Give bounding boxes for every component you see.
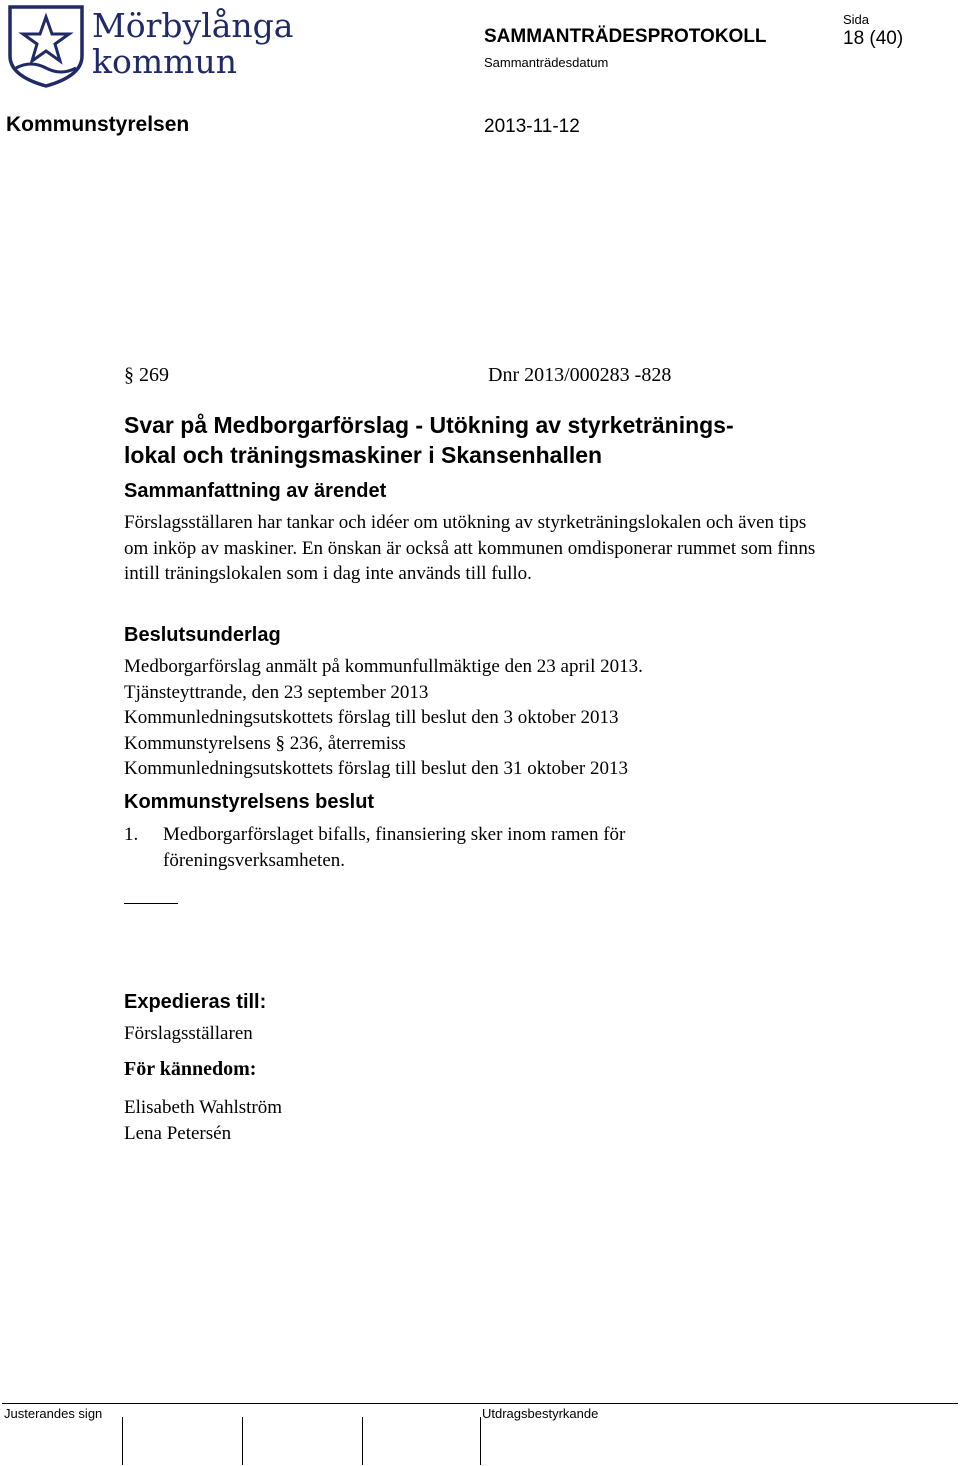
municipality-logo [6,4,294,90]
meeting-date-label: Sammanträdesdatum [484,55,609,70]
sent-to-recipient: Förslagsställaren [124,1023,253,1044]
decision-heading: Kommunstyrelsens beslut [124,791,375,813]
summary-text: Förslagsställaren har tankar och idéer om utökning av styrketräningslokalen och även tips om inköp av maskiner. En önskan är också att kommunen omdisponerar rummet som finns intill träningslokalen som i dag inte används till fullo. [124,512,816,584]
page-number: 18 (40) [843,28,904,49]
paragraph-number-value: 269 [139,364,169,386]
title-line-2: lokal och träningsmaskiner i Skansenhallen [124,442,603,468]
summary-heading: Sammanfattning av ärendet [124,480,387,502]
footer-rule [2,1403,958,1404]
list-item [124,731,643,757]
list-item: Tjänsteyttrande, den 23 september 2013 [124,681,429,703]
logo-wordmark [92,8,293,80]
document-type: SAMMANTRÄDESPROTOKOLL [484,26,767,47]
signature-box-divider [122,1417,123,1465]
list-item-part: Kommunstyrelsens [124,732,271,754]
section-sign-icon: § [124,364,134,386]
board-name: Kommunstyrelsen [6,113,190,136]
list-item: Medborgarförslag anmält på kommunfullmäktige den 23 april 2013. [124,656,643,677]
list-item: Kommunledningsutskottets förslag till beslut den 3 oktober 2013 [124,707,619,728]
list-item: Elisabeth Wahlström [124,1097,283,1118]
basis-heading: Beslutsunderlag [124,624,281,646]
section-sign-icon: § [275,732,285,754]
decision-text: Medborgarförslaget bifalls, finansiering sker inom ramen för föreningsverksamheten. [163,824,626,871]
page-title [124,410,824,470]
justify-sign-label: Justerandes sign [4,1406,103,1421]
sent-to-heading: Expedieras till: [124,991,267,1013]
logo-line-2: kommun [92,42,237,81]
signature-box-divider [362,1417,363,1465]
list-item: Lena Petersén [124,1122,232,1144]
case-number: Dnr 2013/000283 -828 [488,364,672,386]
list-item-part: 236, återremiss [289,732,406,754]
title-line-1: Svar på Medborgarförslag - Utökning av styrketränings- [124,412,734,438]
for-information-list [124,1095,282,1146]
extract-certification-label: Utdragsbestyrkande [482,1406,599,1421]
meeting-date: 2013-11-12 [484,116,580,137]
section-divider [124,903,178,904]
decision-number: 1. [124,824,139,845]
signature-box-divider [480,1417,481,1465]
paragraph-number [124,364,169,387]
signature-box-divider [242,1417,243,1465]
basis-list [124,654,643,782]
for-information-heading: För kännedom: [124,1058,257,1080]
page-label: Sida [843,12,870,27]
logo-line-1: Mörbylånga [92,6,294,45]
signature-footer [2,1403,958,1465]
list-item: Kommunledningsutskottets förslag till beslut den 31 oktober 2013 [124,758,628,779]
coat-of-arms-icon [6,4,86,88]
